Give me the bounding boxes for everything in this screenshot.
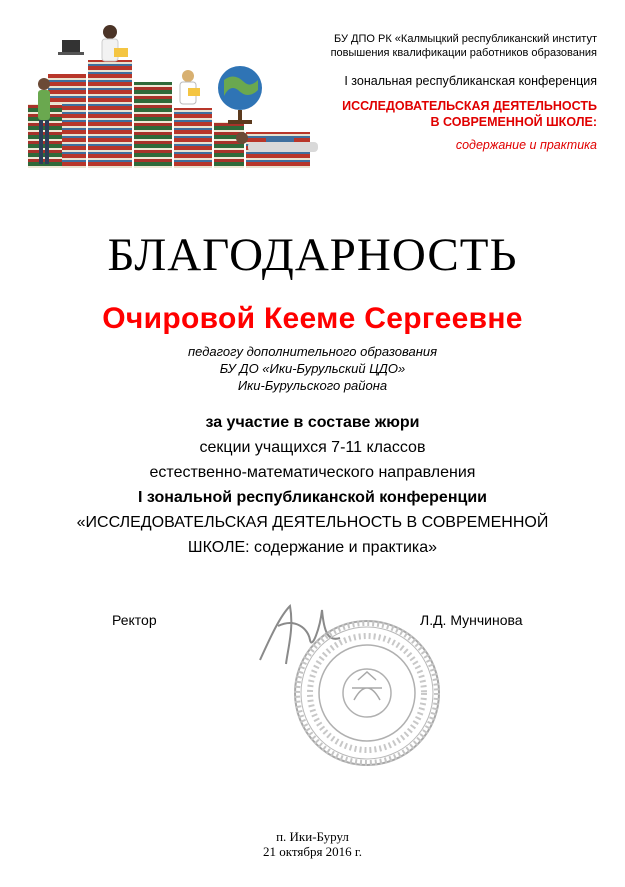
student-top	[102, 25, 128, 61]
book-stack-5	[214, 122, 244, 168]
footer-date: 21 октября 2016 г.	[262, 844, 363, 859]
recipient-position	[0, 343, 625, 394]
body-line-5: «ИССЛЕДОВАТЕЛЬСКАЯ ДЕЯТЕЛЬНОСТЬ В СОВРЕМЕННОЙ	[76, 514, 549, 531]
book-stack-2	[88, 60, 132, 168]
body-line-6: ШКОЛЕ: содержание и практика»	[187, 539, 438, 556]
footer-place: п. Ики-Бурул	[276, 829, 349, 844]
signer-role: Ректор	[112, 612, 157, 628]
books-students-illustration	[18, 18, 323, 173]
position-line-1: педагогу дополнительного образования	[187, 344, 438, 359]
conference-theme	[342, 98, 597, 130]
conference-theme-subtitle: содержание и практика	[455, 138, 597, 152]
body-line-4: I зональной республиканской конференции	[138, 489, 487, 506]
laptop	[58, 40, 84, 55]
theme-line-2: В СОВРЕМЕННОЙ ШКОЛЕ:	[430, 115, 597, 129]
signer-name: Л.Д. Мунчинова	[420, 612, 523, 628]
body-line-3: естественно-математического направления	[149, 464, 476, 481]
recipient-name: Очировой Кееме Сергеевне	[102, 302, 523, 335]
theme-line-1: ИССЛЕДОВАТЕЛЬСКАЯ ДЕЯТЕЛЬНОСТЬ	[342, 99, 597, 113]
certificate-body	[0, 410, 625, 560]
certificate-title: БЛАГОДАРНОСТЬ	[107, 229, 518, 281]
organization-name	[331, 32, 597, 60]
body-line-2: секции учащихся 7-11 классов	[199, 439, 426, 456]
footer	[0, 829, 625, 859]
official-stamp	[292, 618, 442, 768]
book-stack-3	[134, 82, 172, 168]
body-line-1: за участие в составе жюри	[205, 414, 420, 431]
org-line-2: повышения квалификации работников образования	[330, 47, 597, 59]
position-line-3: Ики-Бурульского района	[237, 378, 388, 393]
conference-name: I зональная республиканская конференция	[344, 74, 597, 88]
position-line-2: БУ ДО «Ики-Бурульский ЦДО»	[219, 361, 406, 376]
org-line-1: БУ ДПО РК «Калмыцкий республиканский институт	[334, 33, 597, 45]
book-stack-4	[174, 108, 212, 168]
student-girl	[180, 70, 200, 104]
globe-icon	[218, 66, 262, 124]
